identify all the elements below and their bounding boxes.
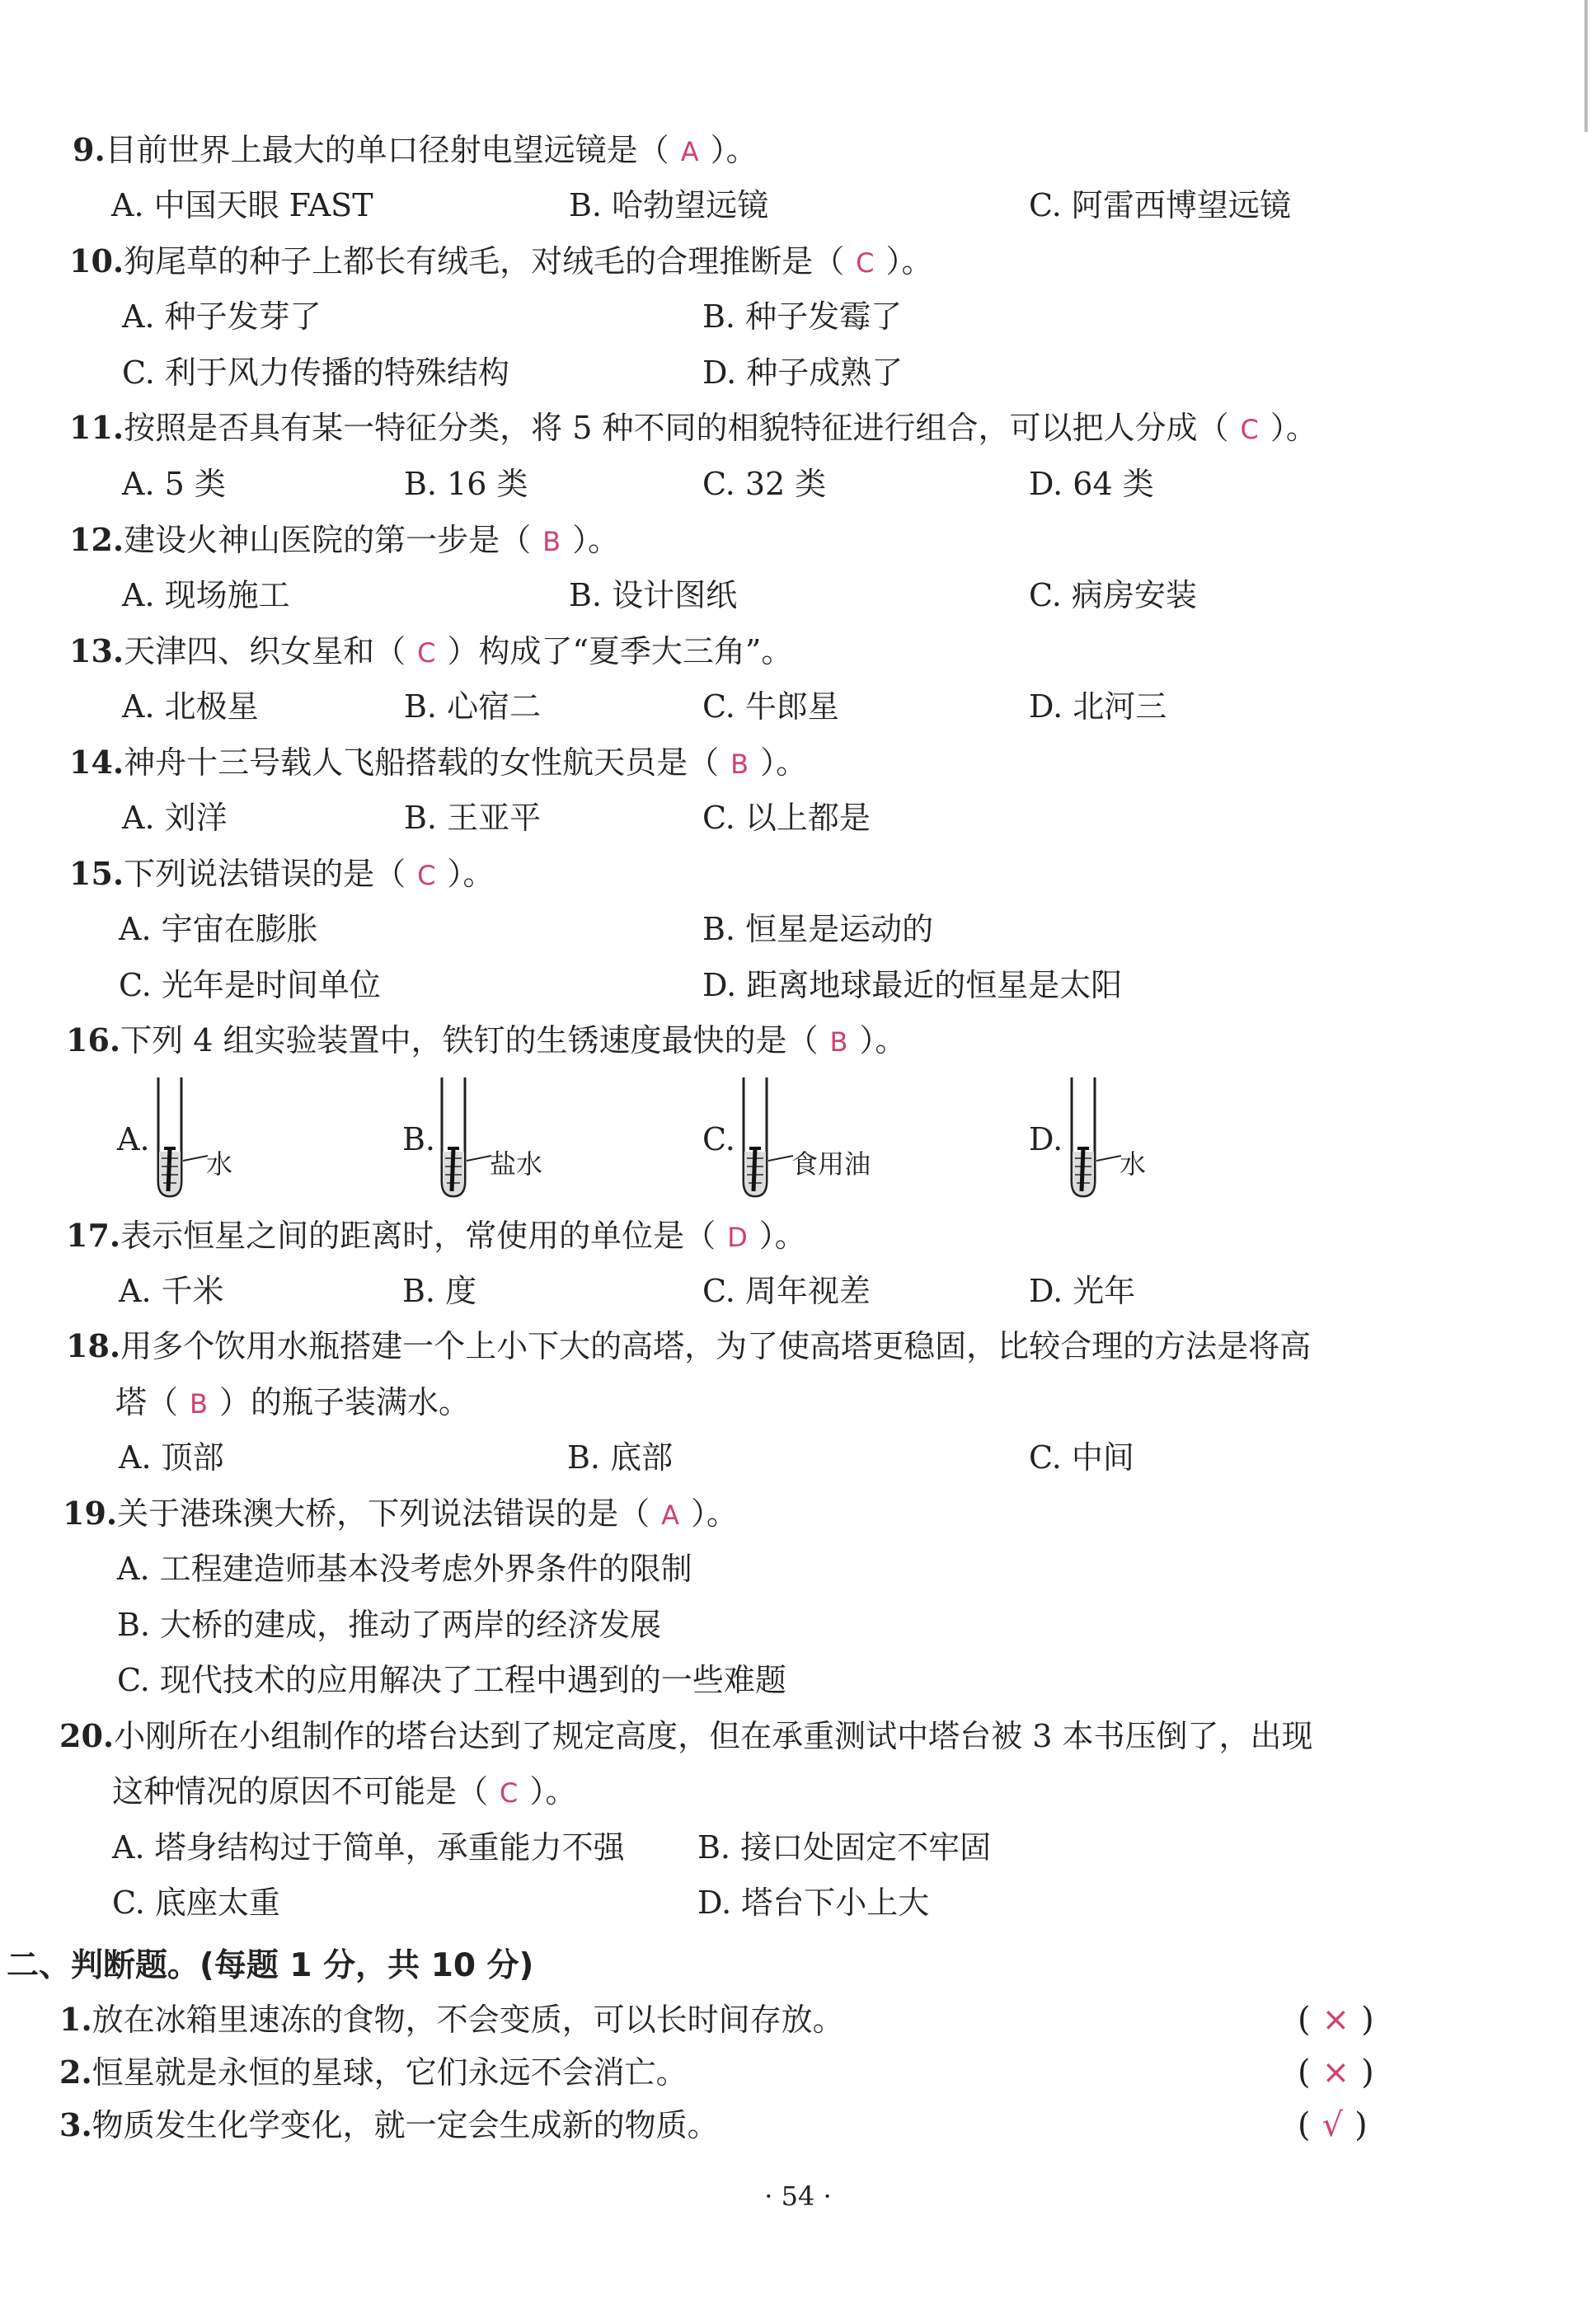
section-2-title: 二、判断题。(每题 1 分，共 10 分) <box>7 1947 534 1984</box>
option-20b: B. 接口处固定不牢固 <box>697 1829 992 1866</box>
option-17d: D. 光年 <box>1029 1273 1136 1309</box>
option-14b: B. 王亚平 <box>404 800 542 836</box>
option-20a: A. 塔身结构过于简单，承重能力不强 <box>112 1829 625 1866</box>
option-17b: B. 度 <box>402 1273 477 1309</box>
judge-mark-2: ( × ) <box>1298 2054 1374 2091</box>
liquid-label-c: 食用油 <box>791 1148 871 1180</box>
option-13b: B. 心宿二 <box>404 688 542 725</box>
answer-10: C <box>856 247 875 279</box>
answer-17: D <box>727 1222 748 1253</box>
judge-mark-1: ( × ) <box>1298 2001 1374 2039</box>
apparatus-d-label: D. <box>1029 1121 1063 1157</box>
option-9c: C. 阿雷西博望远镜 <box>1029 187 1291 223</box>
option-11b: B. 16 类 <box>404 466 528 502</box>
option-15a: A. 宇宙在膨胀 <box>119 911 318 947</box>
question-16: 16.下列 4 组实验装置中，铁钉的生锈速度最快的是（ B ）。 <box>66 1021 907 1058</box>
option-20d: D. 塔台下小上大 <box>697 1885 930 1921</box>
judge-mark-3: ( √ ) <box>1298 2106 1368 2144</box>
question-19: 19.关于港珠澳大桥，下列说法错误的是（ A ）。 <box>63 1495 739 1532</box>
option-11a: A. 5 类 <box>122 466 226 502</box>
option-14a: A. 刘洋 <box>122 800 228 836</box>
answer-9: A <box>680 136 699 167</box>
option-11c: C. 32 类 <box>702 466 827 502</box>
option-19a: A. 工程建造师基本没考虑外界条件的限制 <box>117 1551 692 1587</box>
answer-12: B <box>542 526 561 557</box>
answer-14: B <box>730 749 749 780</box>
apparatus-c-label: C. <box>702 1121 735 1157</box>
label-leader-a <box>183 1151 208 1167</box>
page-number: · 54 · <box>764 2180 832 2212</box>
answer-16: B <box>829 1026 848 1058</box>
option-13a: A. 北极星 <box>122 688 259 725</box>
option-11d: D. 64 类 <box>1029 466 1154 502</box>
question-20: 20.小刚所在小组制作的塔台达到了规定高度，但在承重测试中塔台被 3 本书压倒了，出现 <box>59 1717 1313 1754</box>
question-18: 18.用多个饮用水瓶搭建一个上小下大的高塔，为了使高塔更稳固，比较合理的方法是将高 <box>66 1327 1312 1364</box>
option-18a: A. 顶部 <box>119 1439 224 1476</box>
option-10d: D. 种子成熟了 <box>702 354 904 391</box>
option-12c: C. 病房安装 <box>1029 577 1197 613</box>
label-leader-b <box>467 1151 491 1167</box>
option-15b: B. 恒星是运动的 <box>702 911 934 947</box>
apparatus-b-label: B. <box>402 1121 436 1157</box>
label-leader-d <box>1096 1151 1121 1167</box>
option-12a: A. 现场施工 <box>122 577 290 613</box>
apparatus-a-label: A. <box>117 1121 150 1157</box>
judge-item-1: 1.放在冰箱里速冻的食物，不会变质，可以长时间存放。 <box>59 2001 844 2038</box>
page-edge-line <box>1584 0 1588 132</box>
option-17c: C. 周年视差 <box>702 1273 871 1309</box>
question-10: 10.狗尾草的种子上都长有绒毛，对绒毛的合理推断是（ C ）。 <box>69 242 933 279</box>
option-14c: C. 以上都是 <box>702 800 871 836</box>
test-tube-a <box>153 1076 186 1199</box>
option-13d: D. 北河三 <box>1029 688 1167 725</box>
option-9a: A. 中国天眼 FAST <box>111 187 373 223</box>
option-19b: B. 大桥的建成，推动了两岸的经济发展 <box>117 1607 662 1643</box>
option-20c: C. 底座太重 <box>112 1885 280 1921</box>
liquid-label-a: 水 <box>206 1148 233 1180</box>
option-18b: B. 底部 <box>567 1439 674 1476</box>
answer-18: B <box>190 1388 208 1420</box>
test-tube-c <box>739 1076 772 1199</box>
question-15: 15.下列说法错误的是（ C ）。 <box>69 855 495 892</box>
test-tube-d <box>1067 1076 1100 1199</box>
option-13c: C. 牛郎星 <box>702 688 839 725</box>
question-11: 11.按照是否具有某一特征分类，将 5 种不同的相貌特征进行组合，可以把人分成（ C ）。 <box>69 409 1317 446</box>
question-17: 17.表示恒星之间的距离时，常使用的单位是（ D ）。 <box>66 1217 806 1254</box>
option-10b: B. 种子发霉了 <box>702 298 903 335</box>
option-10a: A. 种子发芽了 <box>122 298 322 335</box>
test-tube-b <box>437 1076 470 1199</box>
option-18c: C. 中间 <box>1029 1439 1134 1476</box>
question-18-cont: 塔（ B ）的瓶子装满水。 <box>115 1384 470 1420</box>
question-12: 12.建设火神山医院的第一步是（ B ）。 <box>69 521 620 558</box>
liquid-label-b: 盐水 <box>490 1148 543 1180</box>
option-17a: A. 千米 <box>119 1273 224 1309</box>
judge-item-2: 2.恒星就是永恒的星球，它们永远不会消亡。 <box>59 2054 688 2091</box>
question-9: 9.目前世界上最大的单口径射电望远镜是（ A ）。 <box>73 131 758 168</box>
option-15d: D. 距离地球最近的恒星是太阳 <box>702 967 1123 1003</box>
answer-13: C <box>417 637 436 669</box>
option-10c: C. 利于风力传播的特殊结构 <box>122 354 509 391</box>
option-9b: B. 哈勃望远镜 <box>569 187 769 223</box>
question-14: 14.神舟十三号载人飞船搭载的女性航天员是（ B ）。 <box>69 744 808 781</box>
question-13: 13.天津四、织女星和（ C ）构成了“夏季大三角”。 <box>69 632 793 669</box>
option-12b: B. 设计图纸 <box>569 577 738 613</box>
answer-11: C <box>1240 414 1259 445</box>
question-20-cont: 这种情况的原因不可能是（ C ）。 <box>112 1773 577 1809</box>
answer-20: C <box>500 1777 519 1809</box>
liquid-label-d: 水 <box>1120 1148 1147 1180</box>
option-19c: C. 现代技术的应用解决了工程中遇到的一些难题 <box>117 1662 786 1698</box>
judge-item-3: 3.物质发生化学变化，就一定会生成新的物质。 <box>59 2106 719 2143</box>
label-leader-c <box>768 1151 793 1167</box>
option-15c: C. 光年是时间单位 <box>119 967 381 1003</box>
answer-15: C <box>417 860 436 891</box>
answer-19: A <box>661 1500 680 1531</box>
